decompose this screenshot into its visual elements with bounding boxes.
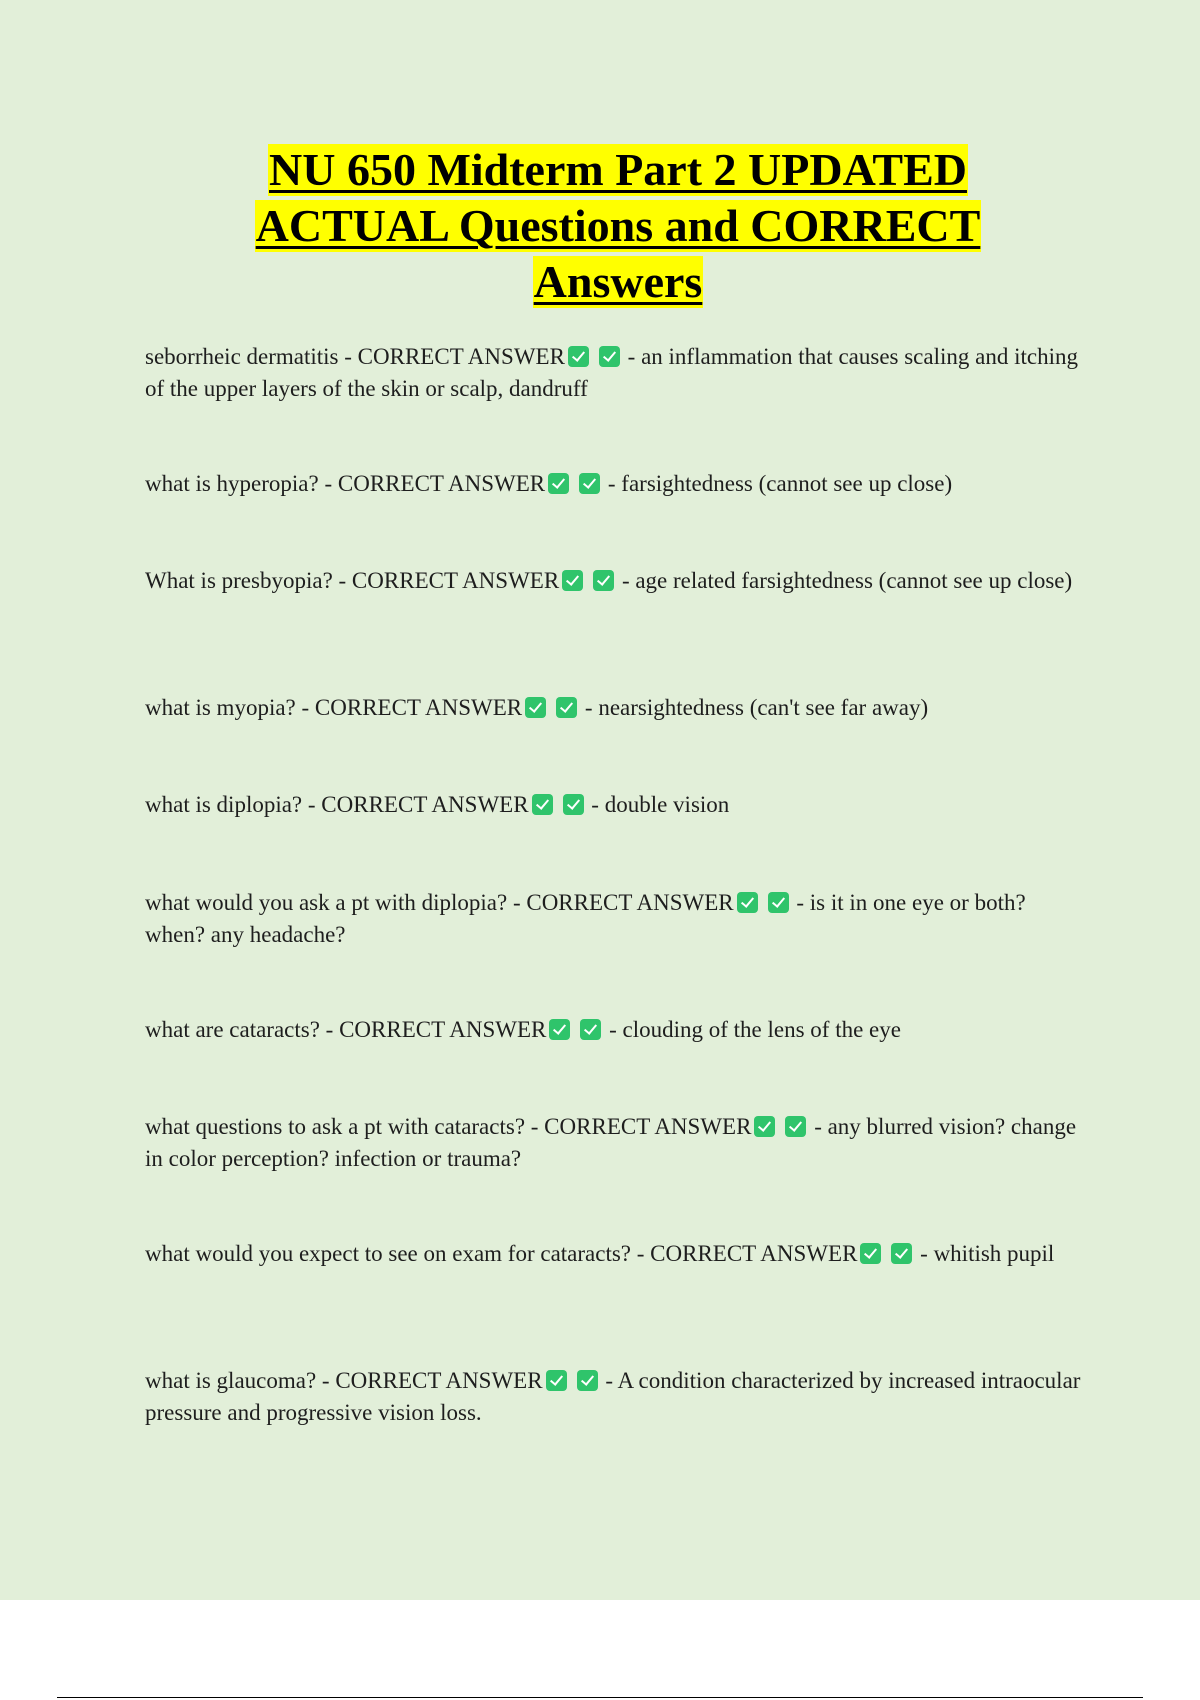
check-box-icon xyxy=(579,473,600,494)
answer-text: - an inflammation that causes scaling and itching of the upper layers of the skin or scalp, dandruff xyxy=(145,344,1078,401)
qa-item xyxy=(145,887,1085,951)
answer-text: - is it in one eye or both? when? any headache? xyxy=(145,890,1026,947)
question-text: what is myopia? - CORRECT ANSWER xyxy=(145,695,523,720)
question-text: what is hyperopia? - CORRECT ANSWER xyxy=(145,471,546,496)
qa-item xyxy=(145,468,1085,500)
check-box-icon xyxy=(532,794,553,815)
qa-item xyxy=(145,692,1085,724)
answer-text: - whitish pupil xyxy=(920,1241,1055,1266)
check-box-icon xyxy=(549,1019,570,1040)
question-text: what is diplopia? - CORRECT ANSWER xyxy=(145,792,529,817)
check-box-icon xyxy=(562,570,583,591)
check-box-icon xyxy=(593,570,614,591)
answer-text: - A condition characterized by increased intraocular pressure and progressive vision loss. xyxy=(145,1368,1081,1425)
check-box-icon xyxy=(785,1116,806,1137)
answer-text: - clouding of the lens of the eye xyxy=(609,1017,901,1042)
document-title xyxy=(0,143,1200,311)
title-line-2: ACTUAL Questions and CORRECT xyxy=(255,200,981,251)
check-box-icon xyxy=(577,1370,598,1391)
qa-item xyxy=(145,1365,1085,1429)
check-box-icon xyxy=(891,1243,912,1264)
check-box-icon xyxy=(599,346,620,367)
qa-item xyxy=(145,341,1085,405)
check-box-icon xyxy=(860,1243,881,1264)
check-box-icon xyxy=(546,1370,567,1391)
check-box-icon xyxy=(568,346,589,367)
check-box-icon xyxy=(556,697,577,718)
title-line-3: Answers xyxy=(533,256,703,307)
check-box-icon xyxy=(525,697,546,718)
qa-item xyxy=(145,1238,1085,1270)
question-text: what are cataracts? - CORRECT ANSWER xyxy=(145,1017,547,1042)
qa-item xyxy=(145,1014,1085,1046)
question-text: what questions to ask a pt with cataracts? - CORRECT ANSWER xyxy=(145,1114,752,1139)
title-line-1: NU 650 Midterm Part 2 UPDATED xyxy=(269,144,967,195)
question-text: what is glaucoma? - CORRECT ANSWER xyxy=(145,1368,543,1393)
check-box-icon xyxy=(548,473,569,494)
answer-text: - double vision xyxy=(591,792,730,817)
answer-text: - any blurred vision? change in color perception? infection or trauma? xyxy=(145,1114,1077,1171)
qa-item xyxy=(145,789,1085,821)
question-text: what would you ask a pt with diplopia? - CORRECT ANSWER xyxy=(145,890,734,915)
check-box-icon xyxy=(768,892,789,913)
check-box-icon xyxy=(563,794,584,815)
qa-item xyxy=(145,1111,1085,1175)
answer-text: - nearsightedness (can't see far away) xyxy=(584,695,929,720)
check-box-icon xyxy=(580,1019,601,1040)
answer-text: - farsightedness (cannot see up close) xyxy=(607,471,953,496)
footer-divider xyxy=(57,1697,1143,1698)
question-text: what would you expect to see on exam for cataracts? - CORRECT ANSWER xyxy=(145,1241,858,1266)
check-box-icon xyxy=(737,892,758,913)
check-box-icon xyxy=(754,1116,775,1137)
question-text: What is presbyopia? - CORRECT ANSWER xyxy=(145,568,560,593)
answer-text: - age related farsightedness (cannot see up close) xyxy=(621,568,1073,593)
qa-item xyxy=(145,565,1085,597)
question-text: seborrheic dermatitis - CORRECT ANSWER xyxy=(145,344,565,369)
